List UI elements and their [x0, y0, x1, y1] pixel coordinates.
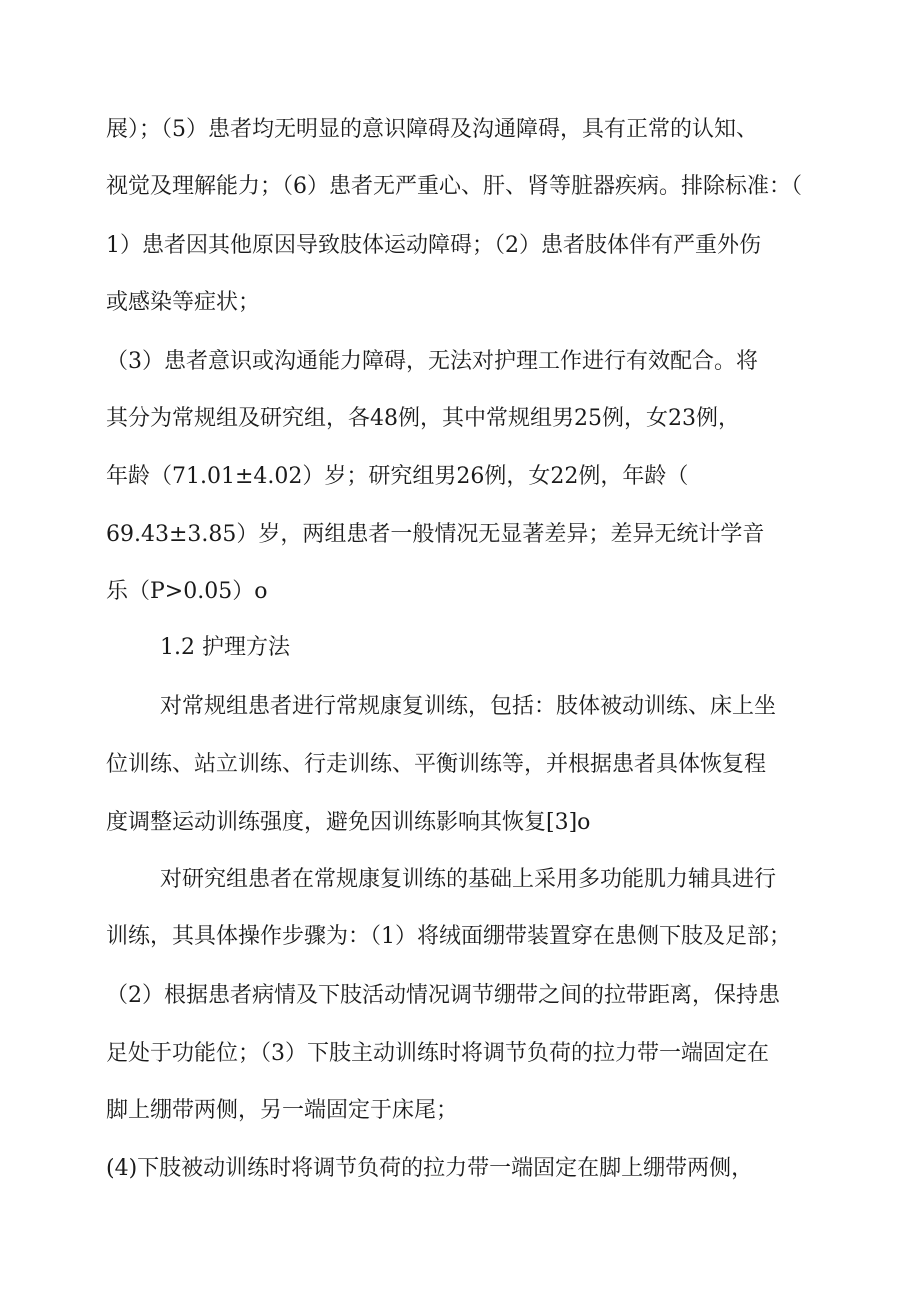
- text-line: 训练，其具体操作步骤为：（1）将绒面绷带装置穿在患侧下肢及足部；: [106, 924, 791, 949]
- text-line: 年龄（71.01±4.02）岁；研究组男26例，女22例，年龄（: [106, 464, 689, 489]
- text-line: 其分为常规组及研究组，各48例，其中常规组男25例，女23例，: [106, 406, 740, 431]
- text-line: 乐（P>0.05）o: [106, 579, 268, 604]
- text-line: 1）患者因其他原因导致肢体运动障碍；（2）患者肢体伴有严重外伤: [106, 233, 761, 258]
- section-heading: 1.2 护理方法: [160, 635, 290, 660]
- text-line: （2）根据患者病情及下肢活动情况调节绷带之间的拉带距离，保持患: [106, 983, 780, 1008]
- text-line: 度调整运动训练强度，避免因训练影响其恢复[3]o: [106, 810, 591, 835]
- text-line: （3）患者意识或沟通能力障碍，无法对护理工作进行有效配合。将: [106, 349, 758, 374]
- text-line: 足处于功能位；（3）下肢主动训练时将调节负荷的拉力带一端固定在: [106, 1041, 769, 1066]
- text-line: (4)下肢被动训练时将调节负荷的拉力带一端固定在脚上绷带两侧，: [106, 1156, 754, 1181]
- text-line: 对常规组患者进行常规康复训练，包括：肢体被动训练、床上坐: [160, 694, 777, 719]
- text-line: 脚上绷带两侧，另一端固定于床尾；: [106, 1098, 459, 1123]
- text-line: 对研究组患者在常规康复训练的基础上采用多功能肌力辅具进行: [160, 867, 777, 892]
- text-line: 或感染等症状；: [106, 290, 261, 315]
- text-line: 69.43±3.85）岁，两组患者一般情况无显著差异；差异无统计学音: [106, 522, 765, 547]
- text-line: 视觉及理解能力；（6）患者无严重心、肝、肾等脏器疾病。排除标准：（: [106, 174, 802, 199]
- text-line: 展）；（5）患者均无明显的意识障碍及沟通障碍，具有正常的认知、: [106, 117, 758, 142]
- text-line: 位训练、站立训练、行走训练、平衡训练等，并根据患者具体恢复程: [106, 752, 767, 777]
